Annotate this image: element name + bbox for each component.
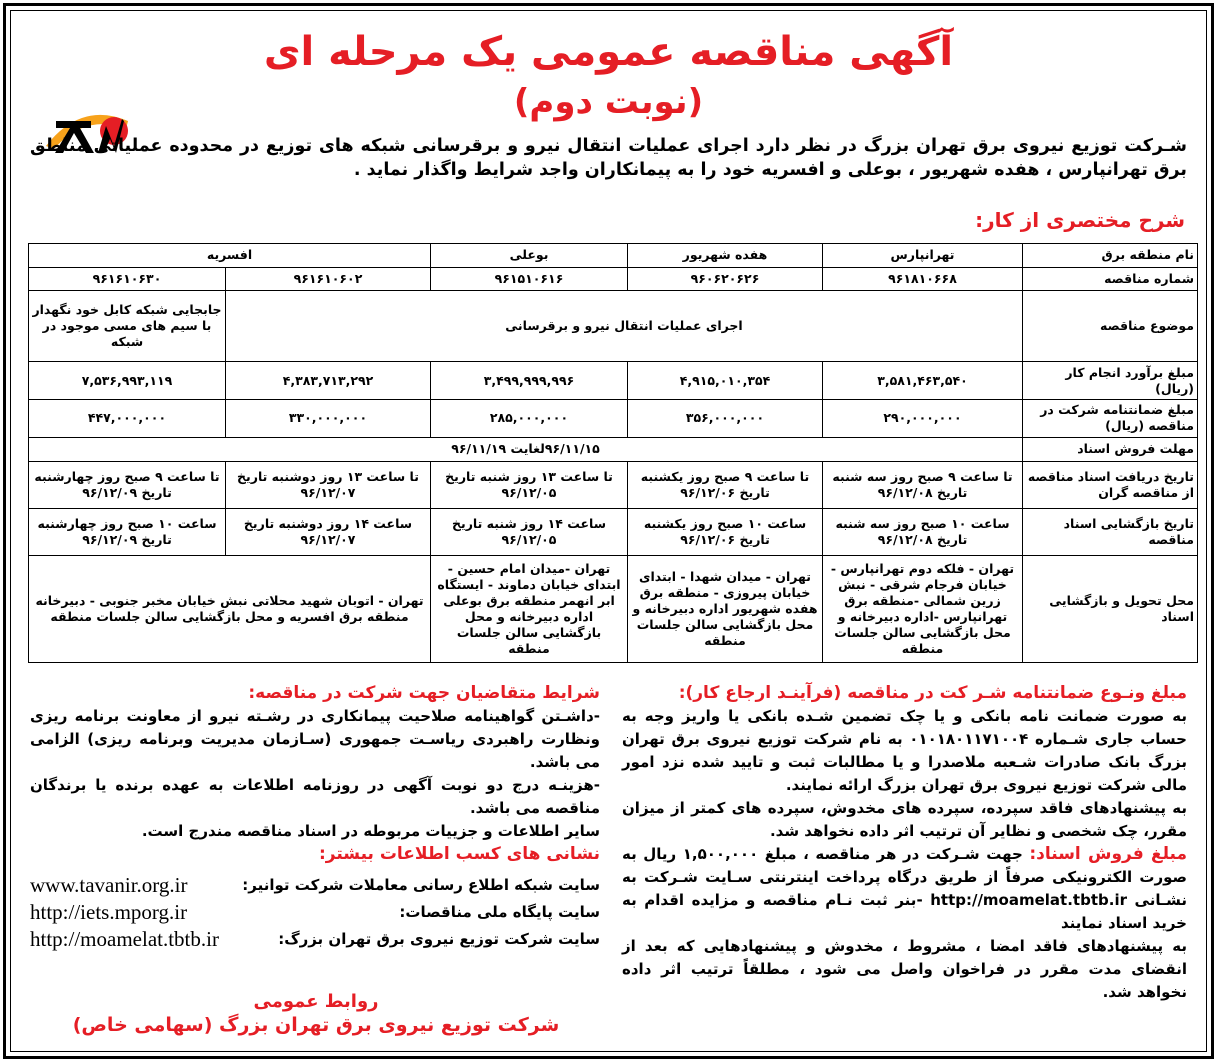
row-label-estimate: مبلغ برآورد انجام کار (ریال) — [1023, 362, 1198, 400]
tender-no-cell: ۹۶۱۸۱۰۶۶۸ — [823, 267, 1023, 291]
place-cell: تهران - میدان شهدا - ابتدای خیابان پیروزی - منطقه برق هفده شهریور اداره دبیرخانه و محل بازگشایی سالن جلسات منطقه — [628, 556, 823, 663]
table-row — [29, 362, 1198, 400]
opening-cell: ساعت ۱۰ صبح روز سه شنبه تاریخ ۹۶/۱۲/۰۸ — [823, 508, 1023, 555]
estimate-cell: ۴,۹۱۵,۰۱۰,۳۵۴ — [628, 362, 823, 400]
place-cell: تهران - اتوبان شهید محلاتی نبش خیابان مخبر جنوبی - دبیرخانه منطقه برق افسریه و محل بازگشایی سالن جلسات منطقه — [29, 556, 431, 663]
region-cell: هفده شهریور — [628, 244, 823, 268]
page-title: آگهی مناقصه عمومی یک مرحله ای — [263, 29, 954, 75]
signature-company: شرکت توزیع نیروی برق تهران بزرگ (سهامی خاص) — [72, 1014, 560, 1036]
conditions-heading: شرایط متقاضیان جهت شرکت در مناقصه: — [248, 683, 600, 703]
sale-heading: مبلغ فروش اسناد: — [1029, 844, 1187, 864]
receive-cell: تا ساعت ۱۳ روز شنبه تاریخ ۹۶/۱۲/۰۵ — [431, 461, 628, 508]
list-item — [30, 926, 600, 953]
link-label: سایت شبکه اطلاع رسانی معاملات شرکت توانیر: — [242, 876, 600, 894]
guarantee-cell: ۲۸۵,۰۰۰,۰۰۰ — [431, 400, 628, 438]
opening-cell: ساعت ۱۴ روز دوشنبه تاریخ ۹۶/۱۲/۰۷ — [226, 508, 431, 555]
work-summary-heading: شرح مختصری از کار: — [975, 208, 1185, 232]
table-row — [29, 291, 1198, 362]
receive-cell: تا ساعت ۹ صبح روز سه شنبه تاریخ ۹۶/۱۲/۰۸ — [823, 461, 1023, 508]
row-label-opening: تاریخ بازگشایی اسناد مناقصه — [1023, 508, 1198, 555]
tender-no-cell: ۹۶۱۶۱۰۶۳۰ — [29, 267, 226, 291]
opening-cell: ساعت ۱۴ روز شنبه تاریخ ۹۶/۱۲/۰۵ — [431, 508, 628, 555]
links-list — [30, 872, 600, 953]
subject-cell: اجرای عملیات انتقال نیرو و برقرسانی — [226, 291, 1023, 362]
row-label-deadline: مهلت فروش اسناد — [1023, 437, 1198, 461]
region-cell: تهرانپارس — [823, 244, 1023, 268]
row-label-tender-no: شماره مناقصه — [1023, 267, 1198, 291]
list-item — [30, 899, 600, 926]
place-cell: تهران - فلکه دوم تهرانپارس - خیابان فرجام شرقی - نبش زرین شمالی -منطقه برق تهرانپارس -اداره دبیرخانه و محل بازگشایی سالن جلسات منطقه — [823, 556, 1023, 663]
guarantee-paragraph: به صورت ضمانت نامه بانکی و یا چک تضمین شـده بانکی یا واریز وجه به حساب جاری شـماره ۰۱۰۱۸۰۱۱۷۱۰۰۴ به نام شرکت توزیع نیروی برق تهران بزرگ بانک صادرات شـعبه ملاصدرا و یا مطالبات ثبت و تایید شده نزد امور مالی شرکت توزیع نیروی برق تهران بزرگ ارائه نمایند. — [622, 707, 1187, 794]
intro-paragraph: شـرکت توزیع نیروی برق تهران بزرگ در نظر دارد اجرای عملیات انتقال نیرو و برقرسانی شبکه های توزیع در محدوده عملیاتی مناطق برق تهرانپارس ، هفده شهریور ، بوعلی و افسریه خود را به پیمانکاران واجد شرایط واگذار نماید . — [30, 136, 1187, 180]
receive-cell: تا ساعت ۹ صبح روز یکشنبه تاریخ ۹۶/۱۲/۰۶ — [628, 461, 823, 508]
tavanir-link[interactable]: www.tavanir.org.ir — [30, 873, 188, 897]
table-row — [29, 461, 1198, 508]
opening-cell: ساعت ۱۰ صبح روز یکشنبه تاریخ ۹۶/۱۲/۰۶ — [628, 508, 823, 555]
region-cell: بوعلی — [431, 244, 628, 268]
tender-table — [28, 243, 1198, 663]
table-row — [29, 244, 1198, 268]
sale-paragraph: به پیشنهادهای فاقد امضا ، مشروط ، مخدوش و پیشنهادهایی که بعد از انقضای مدت مقرر در فراخوان واصل می شود ، مطلقاً ترتیب اثر داده نخواهد شد. — [622, 937, 1187, 1001]
conditions-paragraph: سایر اطلاعات و جزییات مربوطه در اسناد مناقصه مندرج است. — [141, 822, 600, 840]
estimate-cell: ۳,۵۸۱,۴۶۳,۵۴۰ — [823, 362, 1023, 400]
signature-block — [66, 991, 566, 1036]
tender-no-cell: ۹۶۱۵۱۰۶۱۶ — [431, 267, 628, 291]
subject-special-cell: جابجایی شبکه کابل خود نگهدار با سیم های مسی موجود در شبکه — [29, 291, 226, 362]
estimate-cell: ۷,۵۳۶,۹۹۳,۱۱۹ — [29, 362, 226, 400]
sale-paragraph: جهت شـرکت در هر مناقصه ، مبلغ ۱,۵۰۰,۰۰۰ ریال به صورت الکترونیکی صرفاً از طریق درگاه پرداخت اینترنتی سـایت شـرکت به نشـانی http://moamelat.tbtb.ir -بنر ثبت نـام مناقصه و مزایده اقدام به خرید اسناد نمایند — [622, 845, 1187, 932]
row-label-receive: تاریخ دریافت اسناد مناقصه از مناقصه گران — [1023, 461, 1198, 508]
opening-cell: ساعت ۱۰ صبح روز چهارشنبه تاریخ ۹۶/۱۲/۰۹ — [29, 508, 226, 555]
table-row — [29, 400, 1198, 438]
receive-cell: تا ساعت ۹ صبح روز چهارشنبه تاریخ ۹۶/۱۲/۰۹ — [29, 461, 226, 508]
guarantee-cell: ۳۳۰,۰۰۰,۰۰۰ — [226, 400, 431, 438]
guarantee-heading: مبلغ ونـوع ضمانتنامه شـر کت در مناقصه (فرآینـد ارجاع کار): — [678, 683, 1187, 703]
list-item — [30, 872, 600, 899]
conditions-paragraph: -هزینـه درج دو نوبت آگهی در روزنامه اطلاعات به عهده برنده یا برندگان مناقصه می باشد. — [30, 776, 600, 817]
conditions-paragraph: -داشـتن گواهینامه صلاحیت پیمانکاری در رشـته نیرو از معاونت برنامه ریزی ونظارت راهبردی ریاسـت جمهوری (سـازمان مدیریت وبرنامه ریزی) الزامی می باشد. — [30, 707, 600, 771]
table-row — [29, 267, 1198, 291]
guarantee-and-sale-column — [622, 682, 1187, 1004]
estimate-cell: ۴,۳۸۳,۷۱۳,۲۹۲ — [226, 362, 431, 400]
link-label: سایت شرکت توزیع نیروی برق تهران بزرگ: — [278, 930, 600, 948]
receive-cell: تا ساعت ۱۳ روز دوشنبه تاریخ ۹۶/۱۲/۰۷ — [226, 461, 431, 508]
tender-no-cell: ۹۶۱۶۱۰۶۰۲ — [226, 267, 431, 291]
row-label-region: نام منطقه برق — [1023, 244, 1198, 268]
place-cell: تهران -میدان امام حسین - ابتدای خیابان دماوند - ایستگاه ابر انهمر منطقه برق بوعلی اداره دبیرخانه و محل بازگشایی سالن جلسات منطقه — [431, 556, 628, 663]
table-row — [29, 508, 1198, 555]
conditions-column — [30, 682, 600, 953]
guarantee-cell: ۳۵۶,۰۰۰,۰۰۰ — [628, 400, 823, 438]
link-label: سایت پایگاه ملی مناقصات: — [399, 903, 600, 921]
guarantee-cell: ۴۴۷,۰۰۰,۰۰۰ — [29, 400, 226, 438]
guarantee-paragraph: به پیشنهادهای فاقد سپرده، سپرده های مخدوش، سپرده های کمتر از میزان مقرر، چک شخصی و نظایر آن ترتیب اثر داده نخواهد شد. — [622, 799, 1187, 840]
table-row — [29, 556, 1198, 663]
deadline-cell: ۹۶/۱۱/۱۵لغایت ۹۶/۱۱/۱۹ — [29, 437, 1023, 461]
guarantee-cell: ۲۹۰,۰۰۰,۰۰۰ — [823, 400, 1023, 438]
page-subtitle: (نوبت دوم) — [513, 82, 704, 122]
table-row — [29, 437, 1198, 461]
row-label-guarantee: مبلغ ضمانتنامه شرکت در مناقصه (ریال) — [1023, 400, 1198, 438]
row-label-subject: موضوع مناقصه — [1023, 291, 1198, 362]
links-heading: نشانی های کسب اطلاعات بیشتر: — [318, 844, 600, 864]
tender-no-cell: ۹۶۰۶۲۰۶۲۶ — [628, 267, 823, 291]
iets-link[interactable]: http://iets.mporg.ir — [30, 900, 188, 924]
ad-frame — [3, 3, 1214, 1059]
region-cell: افسریه — [29, 244, 431, 268]
signature-line: روابط عمومی — [253, 991, 379, 1012]
estimate-cell: ۳,۴۹۹,۹۹۹,۹۹۶ — [431, 362, 628, 400]
row-label-place: محل تحویل و بازگشایی اسناد — [1023, 556, 1198, 663]
moamelat-link[interactable]: http://moamelat.tbtb.ir — [30, 927, 219, 951]
